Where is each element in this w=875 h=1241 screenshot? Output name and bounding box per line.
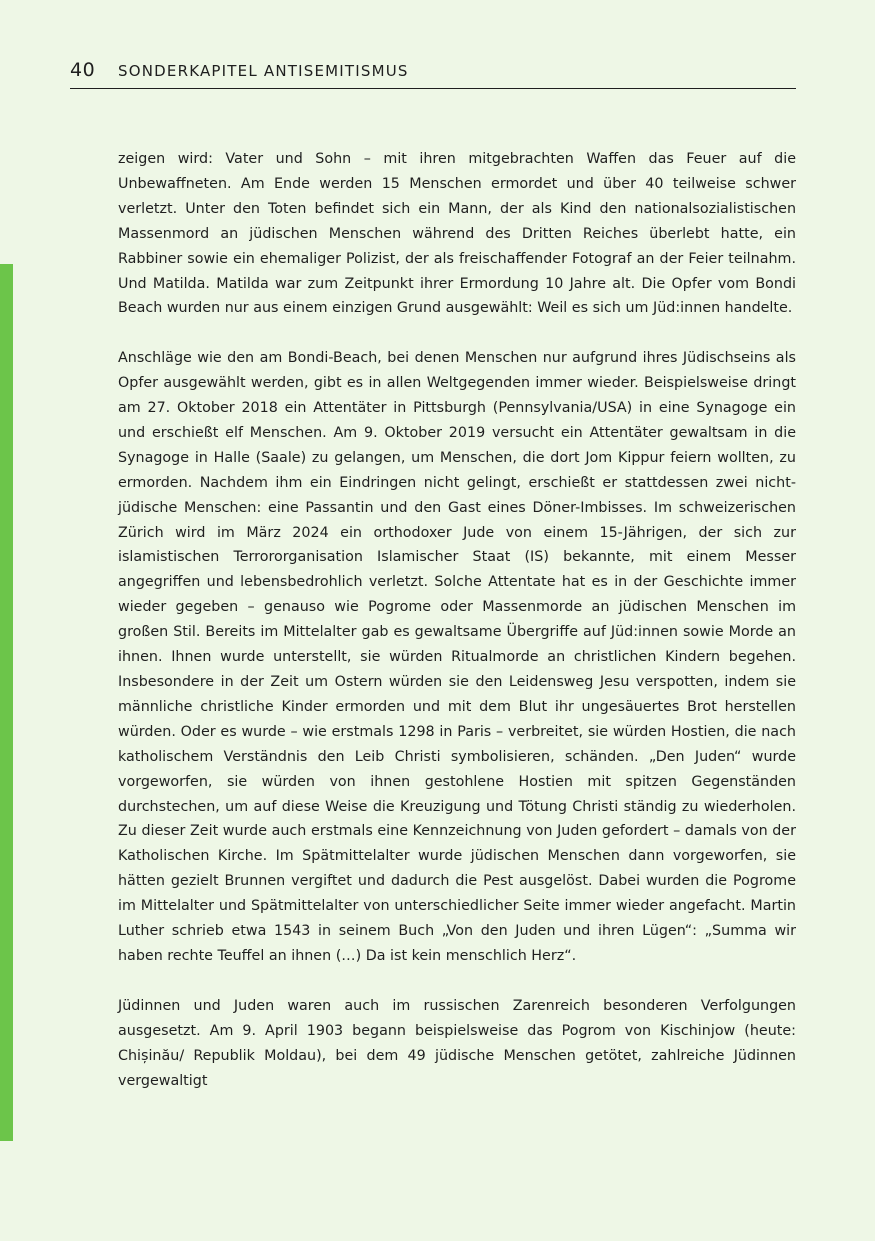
accent-side-bar — [0, 264, 13, 1141]
paragraph-1: zeigen wird: Vater und Sohn – mit ihren mitgebrachten Waffen das Feuer auf die Unbewaffneten. Am Ende werden 15 Menschen ermordet und über 40 teilweise schwer verletzt. Unter den Toten befindet sich ein Mann, der als Kind den nationalsozialistischen Massenmord an jüdischen Menschen während des Dritten Reiches überlebt hatte, ein Rabbiner sowie ein ehemaliger Polizist, der als freischaffender Fotograf an der Feier teilnahm. Und Matilda. Matilda war zum Zeitpunkt ihrer Ermordung 10 Jahre alt. Die Opfer vom Bondi Beach wurden nur aus einem einzigen Grund ausgewählt: Weil es sich um Jüd:innen handelte. — [118, 151, 796, 317]
page-number: 40 — [70, 59, 96, 81]
running-head-title: SONDERKAPITEL ANTISEMITISMUS — [118, 62, 409, 80]
paragraph-2: Anschläge wie den am Bondi-Beach, bei denen Menschen nur aufgrund ihres Jüdischseins als Opfer ausgewählt werden, gibt es in allen Weltgegenden immer wieder. Beispielsweise dringt am 27. Oktober 2018 ein Attentäter in Pittsburgh (Pennsylvania/USA) in eine Synagoge ein und erschießt elf Menschen. Am 9. Oktober 2019 versucht ein Attentäter gewaltsam in die Synagoge in Halle (Saale) zu gelangen, um Menschen, die dort Jom Kippur feiern wollten, zu ermorden. Nachdem ihm ein Eindringen nicht gelingt, erschießt er stattdessen zwei nicht-jüdische Menschen: eine Passantin und den Gast eines Döner-Imbisses. Im schweizerischen Zürich wird im März 2024 ein orthodoxer Jude von einem 15-Jährigen, der sich zur islamistischen Terrororganisation Islamischer Staat (IS) bekannte, mit einem Messer angegriffen und lebensbedrohlich verletzt. Solche Attentate hat es in der Geschichte immer wieder gegeben – genauso wie Pogrome oder Massenmorde an jüdischen Menschen im großen Stil. Bereits im Mittelalter gab es gewaltsame Übergriffe auf Jüd:innen sowie Morde an ihnen. Ihnen wurde unterstellt, sie würden Ritualmorde an christlichen Kindern begehen. Insbesondere in der Zeit um Ostern würden sie den Leidensweg Jesu verspotten, indem sie männliche christliche Kinder ermorden und mit dem Blut ihr ungesäuertes Brot herstellen würden. Oder es wurde – wie erstmals 1298 in Paris – verbreitet, sie würden Hostien, die nach katholischem Verständnis den Leib Christi symbolisieren, schänden. „Den Juden“ wurde vorgeworfen, sie würden von ihnen gestohlene Hostien mit spitzen Gegenständen durchstechen, um auf diese Weise die Kreuzigung und Tötung Christi ständig zu wiederholen. Zu dieser Zeit wurde auch erstmals eine Kennzeichnung von Juden gefordert – damals von der Katholischen Kirche. Im Spätmittelalter wurde jüdischen Menschen dann vorgeworfen, sie hätten gezielt Brunnen vergiftet und dadurch die Pest ausgelöst. Dabei wurden die Pogrome im Mittelalter und Spätmittelalter von unterschiedlicher Seite immer wieder angefacht. Martin Luther schrieb etwa 1543 in seinem Buch „Von den Juden und ihren Lügen“: „Summa wir haben rechte Teuffel an ihnen (…) Da ist kein menschlich Herz“. — [118, 350, 796, 964]
paragraph-3: Jüdinnen und Juden waren auch im russischen Zarenreich besonderen Verfolgungen ausgesetzt. Am 9. April 1903 begann beispielsweise das Pogrom von Kischinjow (heute: Chișinău/ Republik Moldau), bei dem 49 jüdische Menschen getötet, zahlreiche Jüdinnen vergewaltigt — [118, 997, 796, 1089]
body-text — [118, 147, 796, 1118]
header-rule — [70, 88, 796, 89]
